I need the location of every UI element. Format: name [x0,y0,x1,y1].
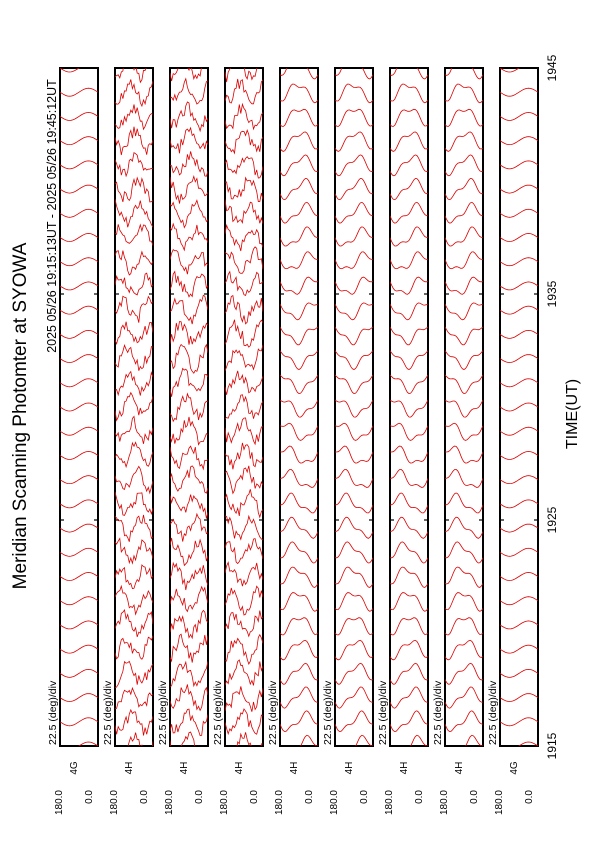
y-bottom-label: 0.0 [249,790,260,804]
chart-title: Meridian Scanning Photomter at SYOWA [10,242,31,590]
scale-label: 22.5 (deg)/div [267,680,279,745]
y-bottom-label: 0.0 [414,790,425,804]
panel [102,55,153,815]
x-tick-labels [545,54,559,759]
channel-label: 4G [509,761,520,775]
y-top-label: 180.0 [439,790,450,816]
scale-label: 22.5 (deg)/div [322,680,334,745]
y-bottom-label: 0.0 [359,790,370,804]
scale-label: 22.5 (deg)/div [212,680,224,745]
x-tick-label: 1915 [545,732,559,760]
x-tick-label: 1925 [545,506,559,534]
panel [487,64,538,815]
scale-label: 22.5 (deg)/div [102,680,114,745]
scale-label: 22.5 (deg)/div [487,680,499,745]
panel [157,54,208,815]
time-range-label: 2025 05/26 19:15:13UT - 2025 05/26 19:45:12UT [45,79,59,353]
channel-label: 4H [289,761,300,775]
y-bottom-label: 0.0 [194,790,205,804]
y-top-label: 180.0 [164,790,175,816]
panel [322,58,373,815]
scale-label: 22.5 (deg)/div [377,680,389,745]
y-bottom-label: 0.0 [524,790,535,804]
panels [47,54,538,815]
y-top-label: 180.0 [384,790,395,816]
y-top-label: 180.0 [274,790,285,816]
y-top-label: 180.0 [109,790,120,816]
x-tick-label: 1935 [545,280,559,308]
channel-label: 4G [69,761,80,775]
panel [432,58,483,815]
y-bottom-label: 0.0 [139,790,150,804]
y-top-label: 180.0 [219,790,230,816]
channel-label: 4H [399,761,410,775]
x-tick-label: 1945 [545,54,559,82]
scale-label: 22.5 (deg)/div [157,680,169,745]
scale-label: 22.5 (deg)/div [47,680,59,745]
y-top-label: 180.0 [54,790,65,816]
y-bottom-label: 0.0 [304,790,315,804]
channel-label: 4H [454,761,465,775]
panel [267,58,318,815]
y-top-label: 180.0 [329,790,340,816]
channel-label: 4H [179,761,190,775]
channel-label: 4H [344,761,355,775]
panel [212,55,263,816]
scale-label: 22.5 (deg)/div [432,680,444,745]
y-top-label: 180.0 [494,790,505,816]
y-bottom-label: 0.0 [84,790,95,804]
channel-label: 4H [234,761,245,775]
channel-label: 4H [124,761,135,775]
x-axis-label: TIME(UT) [564,378,581,450]
panel [377,58,428,815]
y-bottom-label: 0.0 [469,790,480,804]
